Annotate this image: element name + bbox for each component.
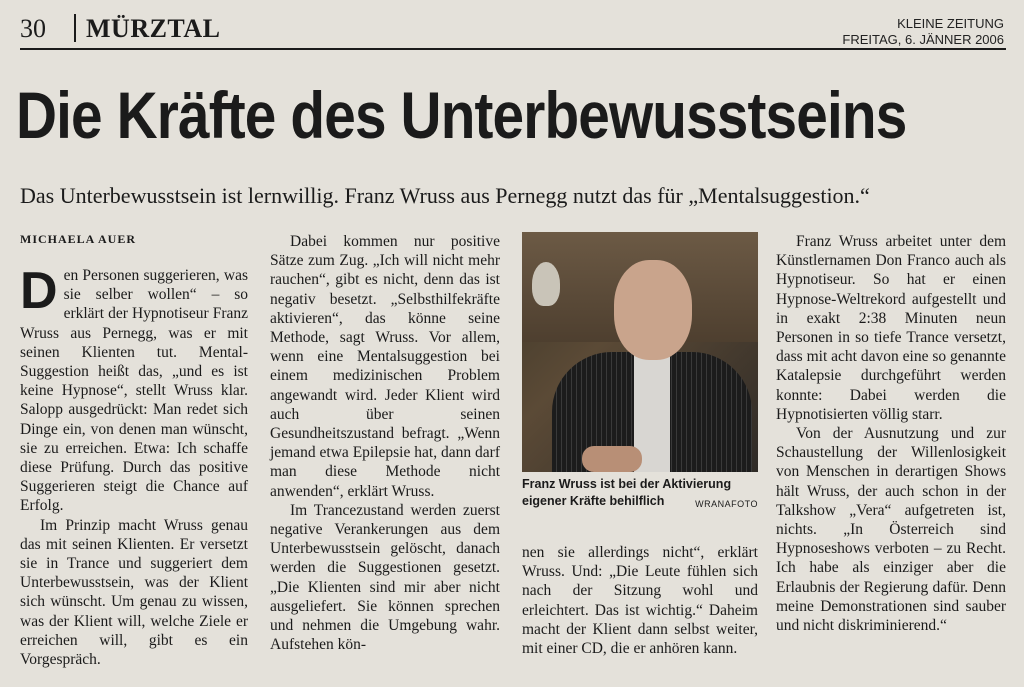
section-title: MÜRZTAL [86,14,221,43]
photo-caption [522,476,758,513]
paragraph: Franz Wruss arbeitet unter dem Künstlernamen Don Franco auch als Hypnotiseur. So hat er einen Hypnose-Weltrekord aufgestellt und in exakt 2:38 Minuten neun Personen in so tiefe Trance versetzt, dass mit acht davon eine so genannte Katalepsie durchgeführt werden konnte: Dabei werden die Hypnotisierten völlig starr. [776,233,1006,423]
issue-date: FREITAG, 6. JÄNNER 2006 [842,32,1004,47]
paragraph: nen sie allerdings nicht“, erklärt Wruss. Und: „Die Leute fühlen sich nach der Sitzung wohl und erleichtert. Das ist wichtig.“ Daheim macht der Klient dann selbst weiter, mit einer CD, die er anhören kann. [522,544,758,658]
author-byline: MICHAELA AUER [20,232,137,246]
page-number: 30 [20,14,46,43]
headline: Die Kräfte des Unterbewusstseins [16,78,907,152]
article-column-4 [776,232,1006,635]
portrait-photo [522,232,758,472]
article-column-3 [522,543,758,658]
paragraph-text: en Personen suggerieren, was sie selber wollen“ – so erklärt der Hypnotiseur Franz Wruss aus Pernegg, was er mit seinen Klienten tut. Mental-Suggestion heißt das, „und es ist keine Hypnose“, stellt Wruss klar. Salopp ausgedrückt: Man redet sich Dinge ein, von denen man wünscht, sie zu erreichen. Etwa: Ich schaffe diese Prüfung. Durch das positive Suggerieren steigt die Chance auf Erfolg. [20,267,248,515]
paragraph: Im Trancezustand werden zuerst negative Verankerungen aus dem Unterbewusstsein gelöscht, danach werden die Suggestionen gesetzt. „Die Klienten sind mir aber nicht ausgeliefert. Sie können sprechen und nehmen die Umgebung wahr. Aufstehen kön- [270,501,500,654]
caption-text: Franz Wruss ist bei der Aktivierung eigener Kräfte behilflich [522,477,732,508]
vase [532,262,560,306]
newspaper-info [842,16,1004,48]
hands [582,446,642,472]
paragraph: Dabei kommen nur positive Sätze zum Zug. „Ich will nicht mehr rauchen“, gibt es nicht, denn das ist negativ besetzt. „Selbsthilfekräfte aktivieren“, das könne seine Methode, sagt Wruss. Vor allem, wenn eine Mentalsuggestion bei einem medizinischen Problem angewandt wird. Jeder Klient wird auch über seinen Gesundheitszustand befragt. „Wenn jemand etwa Epilepsie hat, dann darf man diese Methode nicht anwenden“, erklärt Wruss. [270,233,500,500]
article-column-1 [20,262,248,669]
paragraph: Im Prinzip macht Wruss genau das mit seinen Klienten. Er versetzt sie in Trance und suggeriert dem Unterbewusstsein, was der Klient sich wünscht. Um genau zu wissen, was der Klient will, welche Ziele er erreichen will, gibt es ein Vorgespräch. [20,516,248,669]
masthead-divider [74,14,76,42]
face [614,260,692,360]
photo-credit: WRANAFOTO [695,499,758,509]
masthead [20,10,1006,46]
article-column-2 [270,232,500,654]
subheadline: Das Unterbewusstsein ist lernwillig. Franz Wruss aus Pernegg nutzt das für „Mentalsuggestion.“ [20,183,870,208]
paragraph: Von der Ausnutzung und zur Schaustellung der Willenlosigkeit von Menschen in derartigen Shows hält Wruss, der auch schon in der Talkshow „Vera“ aufgetreten ist, nichts. „In Österreich sind Hypnoseshows verboten – zu Recht. Ich habe als einziger aber die Erlaubnis der Regierung dafür. Denn meine Demonstrationen sind sauber und nicht diskriminierend.“ [776,425,1006,635]
dropcap: D [20,262,58,320]
newspaper-name: KLEINE ZEITUNG [897,16,1004,31]
paragraph [20,262,248,516]
masthead-rule [20,48,1006,50]
